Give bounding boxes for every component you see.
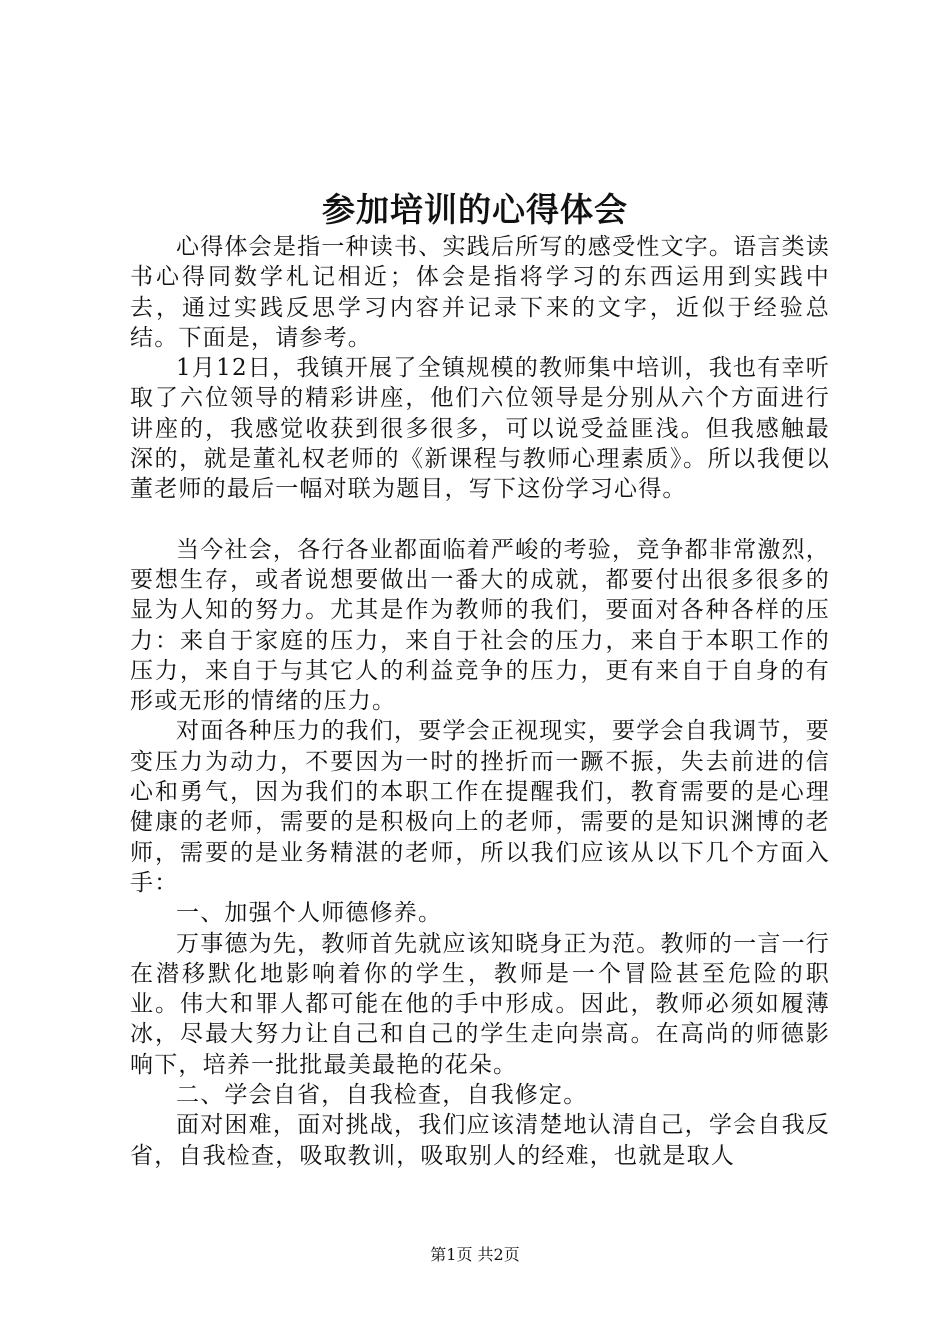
document-body (130, 232, 830, 1171)
paragraph-pressure: 对面各种压力的我们，要学会正视现实，要学会自我调节，要变压力为动力，不要因为一时的挫折而一蹶不振，失去前进的信心和勇气，因为我们的本职工作在提醒我们，教育需要的是心理健康的老师，需要的是积极向上的老师，需要的是知识渊博的老师，需要的是业务精湛的老师，所以我们应该从以下几个方面入手： (130, 718, 830, 896)
paragraph-ethics: 万事德为先，教师首先就应该知晓身正为范。教师的一言一行在潜移默化地影响着你的学生，教师是一个冒险甚至危险的职业。伟大和罪人都可能在他的手中形成。因此，教师必须如履薄冰，尽最大努力让自己和自己的学生走向崇高。在高尚的师德影响下，培养一批批最美最艳的花朵。 (130, 930, 830, 1078)
paragraph-society: 当今社会，各行各业都面临着严峻的考验，竞争都非常激烈，要想生存，或者说想要做出一番大的成就，都要付出很多很多的显为人知的努力。尤其是作为教师的我们，要面对各种各样的压力：来自于家庭的压力，来自于社会的压力，来自于本职工作的压力，来自于与其它人的利益竞争的压力，更有来自于自身的有形或无形的情绪的压力。 (130, 536, 830, 715)
paragraph-training: 1月12日，我镇开展了全镇规模的教师集中培训，我也有幸听取了六位领导的精彩讲座，他们六位领导是分别从六个方面进行讲座的，我感觉收获到很多很多，可以说受益匪浅。但我感触最深的，就是董礼权老师的《新课程与教师心理素质》。所以我便以董老师的最后一幅对联为题目，写下这份学习心得。 (130, 355, 830, 503)
section-heading-reflection: 二、学会自省，自我检查，自我修定。 (176, 1082, 588, 1109)
paragraph-intro: 心得体会是指一种读书、实践后所写的感受性文字。语言类读书心得同数学札记相近；体会是指将学习的东西运用到实践中去，通过实践反思学习内容并记录下来的文字，近似于经验总结。下面是，请参考。 (130, 234, 830, 351)
paragraph-reflection: 面对困难，面对挑战，我们应该清楚地认清自己，学会自我反省，自我检查，吸取教训，吸取别人的经难，也就是取人 (130, 1112, 830, 1169)
page-footer: 第1页 共2页 (430, 1245, 520, 1264)
section-heading-ethics: 一、加强个人师德修养。 (176, 900, 443, 927)
document-title: 参加培训的心得体会 (322, 190, 628, 229)
